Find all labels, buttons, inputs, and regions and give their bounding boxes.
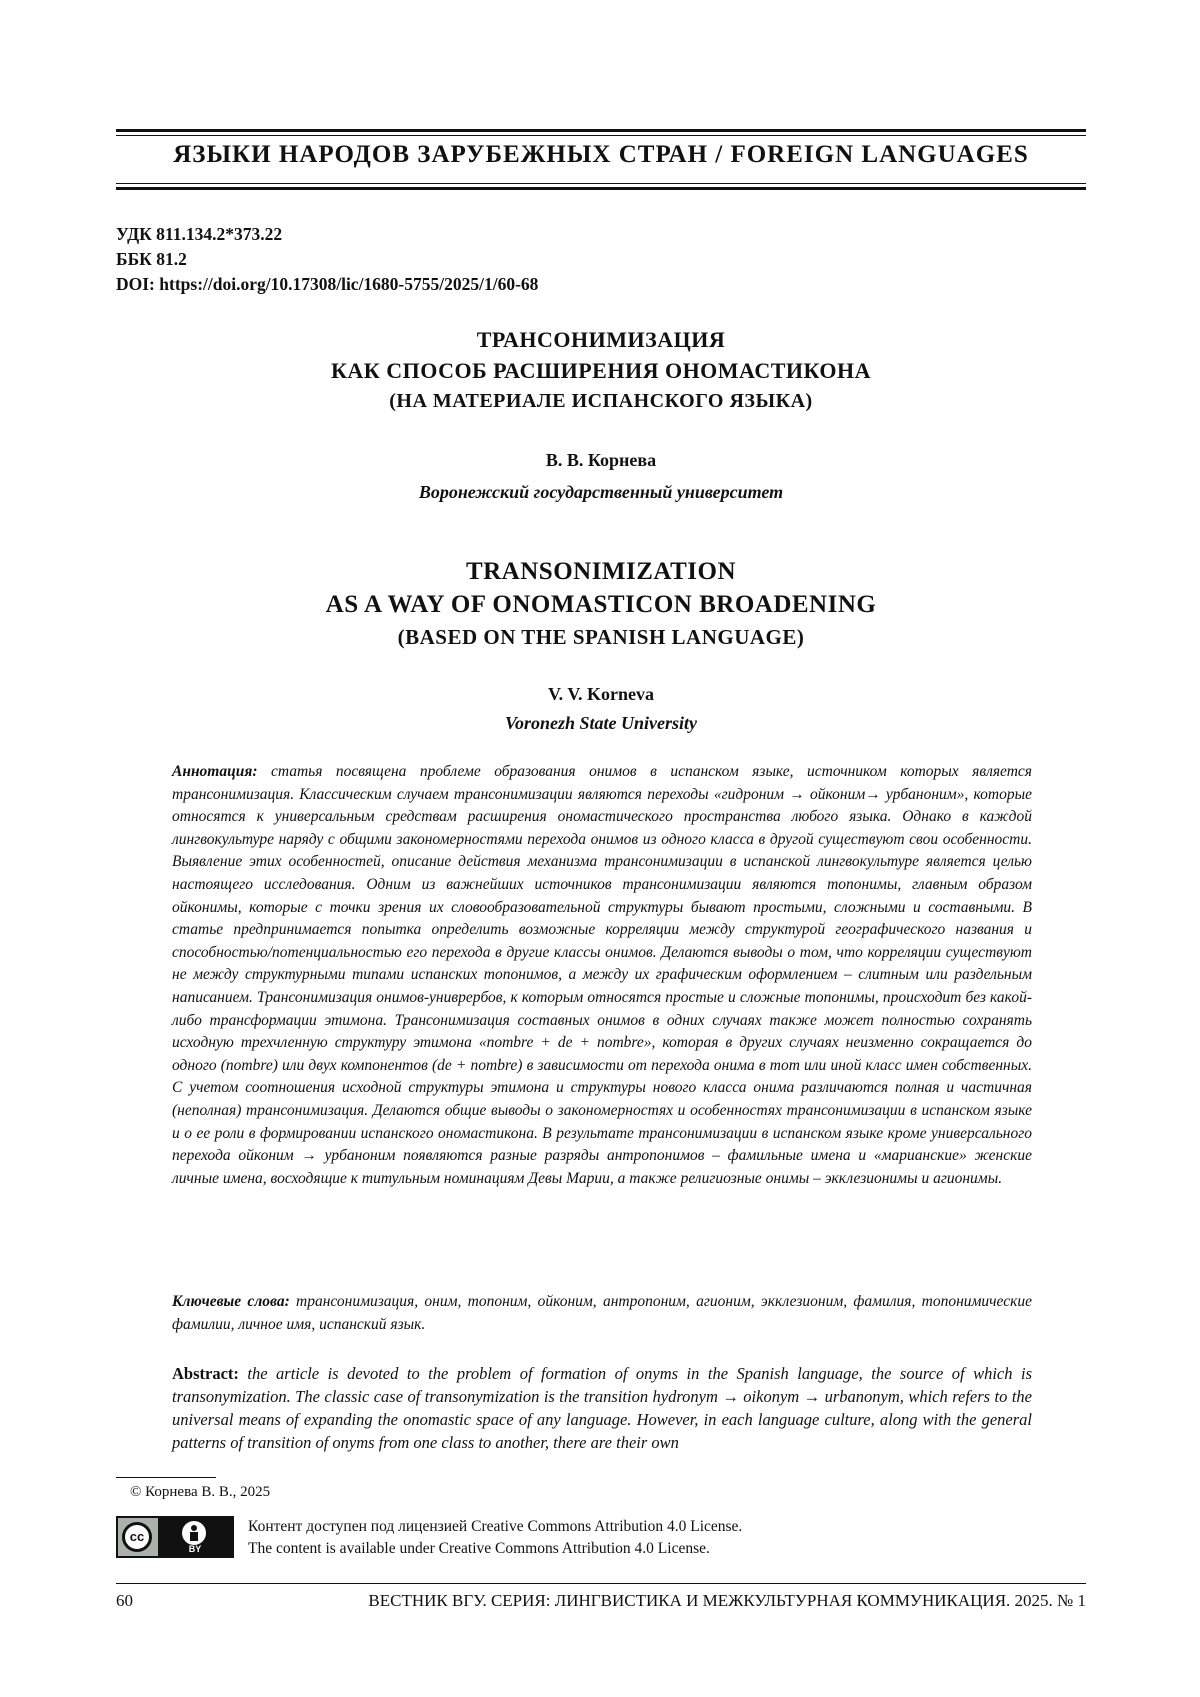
author-ru: В. В. Корнева <box>545 450 657 470</box>
keywords-ru-text: трансонимизация, оним, топоним, ойконим, антропоним, агионим, экклезионим, фамилия, топонимические фамилии, личное имя, испанский язык. <box>172 1293 1032 1333</box>
bbk-code: ББК 81.2 <box>116 249 187 269</box>
keywords-ru <box>172 1291 1032 1336</box>
attribution-person-head <box>191 1525 197 1531</box>
page-number: 60 <box>116 1591 133 1610</box>
creative-commons-icon: cc <box>122 1522 152 1552</box>
cc-by-license-badge[interactable] <box>116 1516 234 1558</box>
section-rule-top-thin <box>116 135 1086 136</box>
journal-running-footer: ВЕСТНИК ВГУ. СЕРИЯ: ЛИНГВИСТИКА И МЕЖКУЛЬТУРНАЯ КОММУНИКАЦИЯ. 2025. № 1 <box>368 1591 1086 1610</box>
abstract-en-label: Abstract: <box>172 1364 239 1383</box>
article-meta <box>116 222 538 297</box>
abstract-ru-label: Аннотация: <box>172 763 258 780</box>
abstract-en <box>172 1362 1032 1454</box>
copyright-notice: © Корнева В. В., 2025 <box>130 1484 271 1500</box>
license-en: The content is available under Creative Commons Attribution 4.0 License. <box>248 1540 710 1557</box>
license-text <box>248 1516 742 1560</box>
section-rule-bottom <box>116 187 1086 190</box>
abstract-ru-text: статья посвящена проблеме образования онимов в испанском языке, источником которых является трансонимизация. Классическим случаем трансонимизации являются переходы «гидроним → ойконим→ урбаноним», которые относятся к универсальным средствам расширения ономастического пространства любого языка. Однако в каждой лингвокультуре наряду с общими закономерностями перехода онимов из одного класса в другой существуют свои особенности. Выявление этих особенностей, описание действия механизма трансонимизации в испанской лингвокультуре является целью настоящего исследования. Одним из важнейших источников трансонимизации являются топонимы, главным образом ойконимы, которые с точки зрения их словообразовательной структуры бывают простыми, сложными и составными. В статье предпринимается попытка определить возможные корреляции между структурой географического названия и способностью/потенциальностью его перехода в другие классы онимов. Делаются выводы о том, что корреляции существуют не между структурными типами испанских топонимов, а между их графическим оформлением – слитным или раздельным написанием. Трансонимизация онимов-униврербов, к которым относятся простые и сложные топонимы, происходит без какой-либо трансформации этимона. Трансонимизация составных онимов в одних случаях также может полностью сохранять исходную трехчленную структуру этимона «nombre + de + nombre», которая в других случаях неизменно сокращается до одного (nombre) или двух компонентов (de + nombre) в зависимости от перехода онима в тот или иной класс имен собственных. С учетом соотношения исходной структуры этимона и структуры нового класса онима различаются полная и частичная (неполная) трансонимизация. Делаются общие выводы о закономерностях и особенностях трансонимизации в испанском языке и о ее роли в формировании испанского ономастикона. В результате трансонимизации в испанском языке кроме универсального перехода ойконим → урбаноним появляются разные разряды антропонимов – фамильные имена и «марианские» женские личные имена, восходящие к титульным номинациям Девы Марии, а также религиозные онимы – экклезионимы и агионимы. <box>172 763 1032 1187</box>
attribution-label: BY <box>188 1544 202 1554</box>
title-en-line-1: TRANSONIMIZATION <box>465 558 737 585</box>
footnote-rule <box>116 1477 216 1478</box>
title-ru-line-3: (НА МАТЕРИАЛЕ ИСПАНСКОГО ЯЗЫКА) <box>389 390 813 412</box>
title-ru-line-2: КАК СПОСОБ РАСШИРЕНИЯ ОНОМАСТИКОНА <box>330 358 872 383</box>
affiliation-ru: Воронежский государственный университет <box>418 482 784 502</box>
title-ru-line-1: ТРАНСОНИМИЗАЦИЯ <box>476 327 726 352</box>
attribution-person-body <box>190 1532 198 1541</box>
doi-link[interactable]: DOI: https://doi.org/10.17308/lic/1680-5755/2025/1/60-68 <box>116 274 539 294</box>
title-en <box>116 555 1086 654</box>
section-rule-bottom-thin <box>116 183 1086 184</box>
section-title: ЯЗЫКИ НАРОДОВ ЗАРУБЕЖНЫХ СТРАН / FOREIGN LANGUAGES <box>173 141 1029 168</box>
license-ru: Контент доступен под лицензией Creative Commons Attribution 4.0 License. <box>248 1518 743 1535</box>
attribution-icon-panel <box>158 1518 232 1556</box>
author-en: V. V. Korneva <box>547 684 655 704</box>
udk-code: УДК 811.134.2*373.22 <box>116 224 283 244</box>
affiliation-en: Voronezh State University <box>504 713 698 733</box>
title-en-line-2: AS A WAY OF ONOMASTICON BROADENING <box>325 591 877 618</box>
abstract-ru <box>172 761 1032 1190</box>
footer-rule <box>116 1583 1086 1584</box>
keywords-ru-label: Ключевые слова: <box>172 1293 290 1310</box>
section-rule-top <box>116 129 1086 132</box>
title-en-line-3: (BASED ON THE SPANISH LANGUAGE) <box>397 625 805 649</box>
title-ru <box>116 324 1086 417</box>
abstract-en-text: the article is devoted to the problem of formation of onyms in the Spanish language, the source of which is transonymization. The classic case of transonymization is the transition hydronym → oikonym → urbanonym, which refers to the universal means of expanding the onomastic space of any language. However, in each language culture, along with the general patterns of transition of onyms from one class to another, there are their own <box>172 1364 1032 1452</box>
